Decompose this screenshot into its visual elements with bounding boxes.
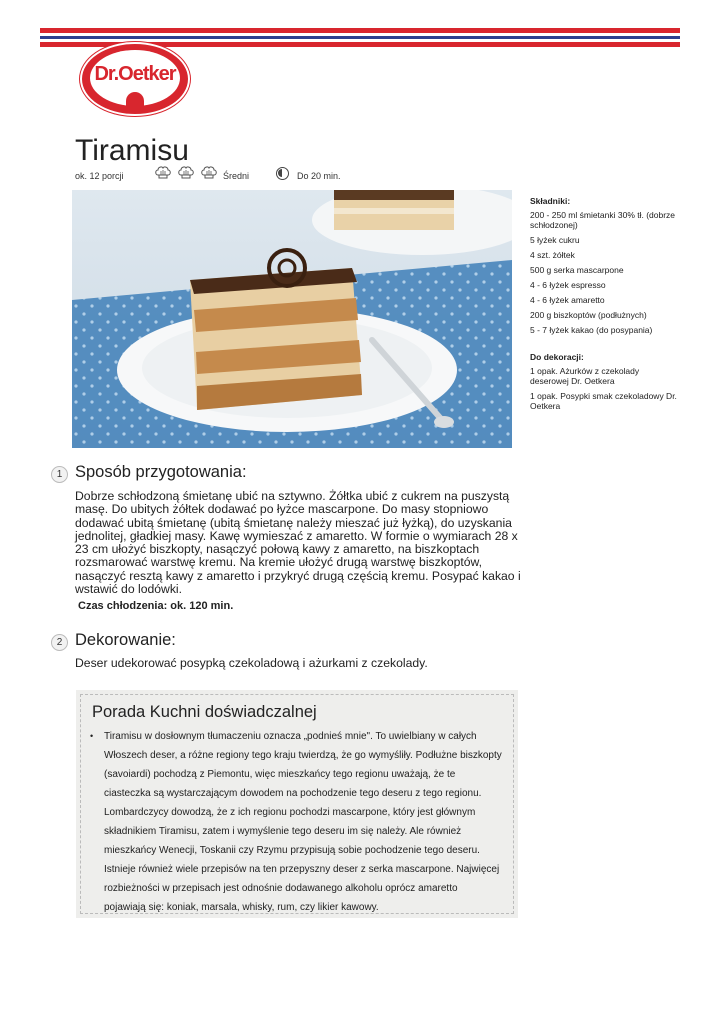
chef-hat-icon (178, 166, 194, 179)
ingredient-item: 500 g serka mascarpone (530, 265, 624, 275)
ingredient-item: 4 - 6 łyżek amaretto (530, 295, 605, 305)
ingredient-item: 200 g biszkoptów (podłużnych) (530, 310, 647, 320)
portions-label: ok. 12 porcji (75, 171, 124, 181)
chef-hat-icon (155, 166, 171, 179)
ingredient-item: 200 - 250 ml śmietanki 30% tł. (dobrze schłodzonej) (530, 210, 676, 230)
decoration-item: 1 opak. Ażurków z czekolady deserowej Dr. Oetkera (530, 366, 640, 386)
preparation-title: Sposób przygotowania: (75, 463, 247, 481)
ingredients-panel (530, 196, 680, 416)
logo-text: Dr.Oetker (94, 63, 176, 85)
header-stripe-red (40, 28, 680, 33)
chilling-time: Czas chłodzenia: ok. 120 min. (78, 600, 234, 612)
logo-oval (90, 50, 180, 106)
ingredient-item: 5 - 7 łyżek kakao (do posypania) (530, 325, 653, 335)
clock-icon (276, 167, 289, 180)
ingredients-heading: Składniki: (530, 196, 571, 206)
decoration-heading: Do dekoracji: (530, 352, 584, 362)
dr-oetker-logo[interactable] (80, 42, 190, 116)
tip-text: Tiramisu w dosłownym tłumaczeniu oznacza „podnieś mnie". To uwielbiany w całych Włoszech deser, a różne regiony tego kraju twierdzą, że go wymyśliły. Podłużne biszkopty (savoiardi) pochodzą z Piemontu, więc mieszkańcy tego regionu uważają, że te ciasteczka są wystarczającym dowodem na pochodzenie tego deseru z tego regionu. Lombardczycy dowodzą, że z ich regionu pochodzi mascarpone, który jest głównym składnikiem Tiramisu, zatem i wymyślenie tego deseru im się należy. Ale również mieszkańcy Wenecji, Toskanii czy Rzymu przypisują sobie pochodzenie tego deseru. Istnieje również wiele przepisów na ten przepyszny deser z serka mascarpone. Najwięcej rozbieżności w przepisach jest odnośnie dodawanego alkoholu oprócz amaretto pojawiają się: koniak, marsala, whisky, rum, czy likier kawowy. (104, 731, 502, 913)
difficulty-label: Średni (223, 171, 250, 181)
decorating-text: Deser udekorować posypką czekoladową i ażurkami z czekolady. (75, 656, 428, 670)
recipe-title: Tiramisu (75, 134, 189, 167)
tip-title: Porada Kuchni doświadczalnej (92, 703, 317, 721)
chef-hat-icon (201, 166, 217, 179)
preparation-text: Dobrze schłodzoną śmietanę ubić na sztywno. Żółtka ubić z cukrem na puszystą masę. Do ubitych żółtek dodawać po łyżce mascarpone. Do masy stopniowo dodawać ubitą śmietanę (ubitą śmietanę należy mieszać już łyżką), do uzyskania jednolitej, gładkiej masy. Kawę wymieszać z amaretto. W formie o wymiarach 28 x 23 cm ułożyć biszkopty, nasączyć połową kawy z amaretto, na biszkoptach rozsmarować warstwę kremu. Na kremie ułożyć drugą warstwę biszkoptów, nasączyć resztą kawy z amaretto i przykryć drugą częścią kremu. Posypać kakao i wstawić do lodówki. (75, 489, 521, 597)
tiramisu-photo (72, 190, 512, 448)
decorating-title: Dekorowanie: (75, 631, 176, 649)
header-stripe-blue (40, 36, 680, 39)
time-label: Do 20 min. (297, 171, 341, 181)
ingredient-item: 4 - 6 łyżek espresso (530, 280, 606, 290)
kitchen-tip-box (76, 690, 518, 918)
step-number-badge: 2 (51, 634, 68, 651)
step-number-badge: 1 (51, 466, 68, 483)
ingredient-item: 5 łyżek cukru (530, 235, 580, 245)
ingredient-item: 4 szt. żółtek (530, 250, 575, 260)
tip-bullet: • (90, 731, 94, 741)
decoration-item: 1 opak. Posypki smak czekoladowy Dr. Oetkera (530, 391, 677, 411)
logo-head-icon (126, 92, 144, 110)
